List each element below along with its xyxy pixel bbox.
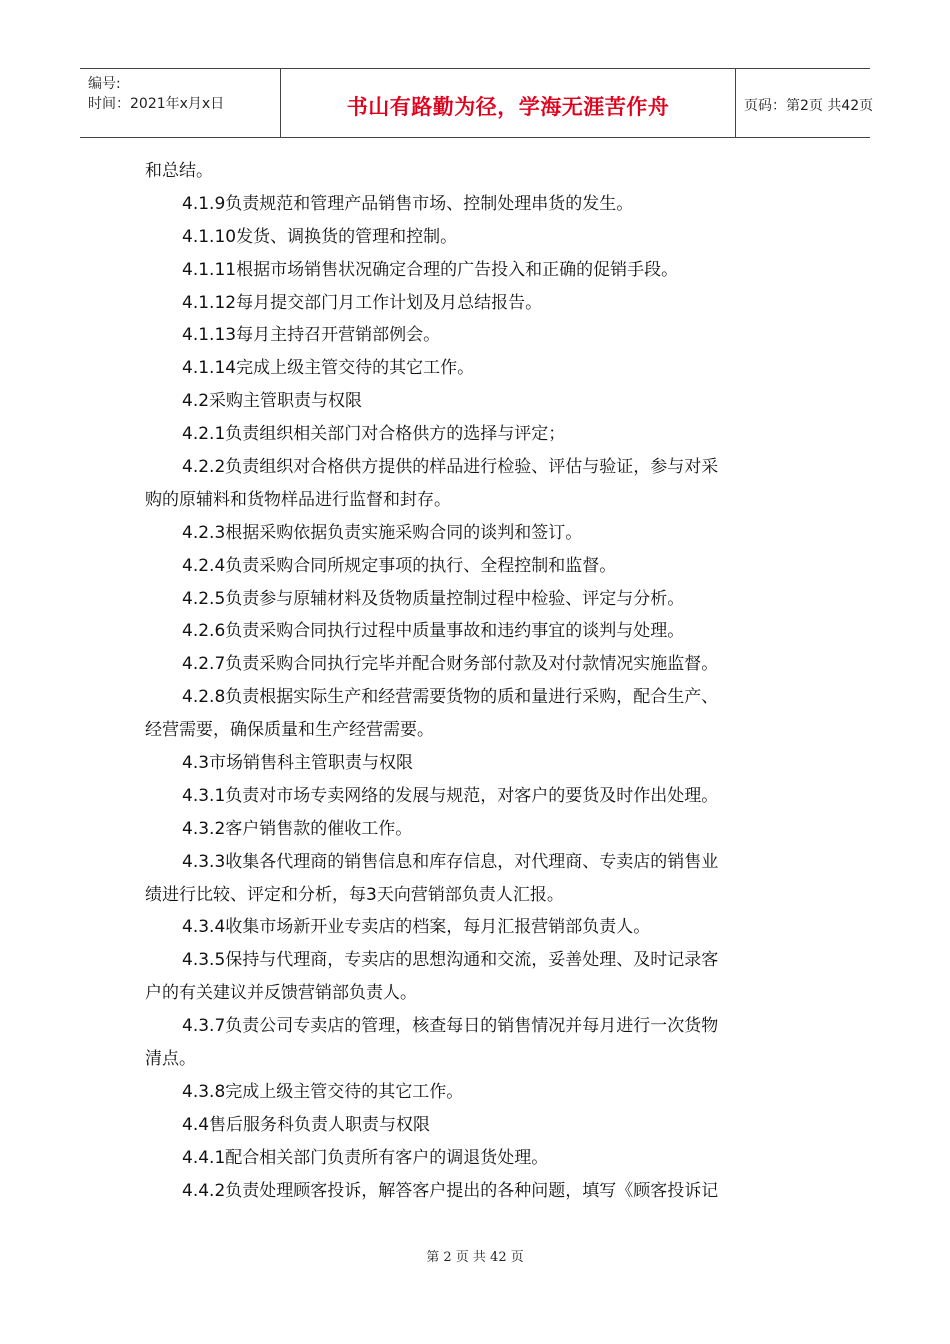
body-text-line: 4.1.13每月主持召开营销部例会。: [182, 325, 441, 346]
body-text-line: 4.1.14完成上级主管交待的其它工作。: [182, 358, 475, 379]
body-text-line: 4.3.7负责公司专卖店的管理，核查每日的销售情况并每月进行一次货物: [182, 1016, 719, 1037]
body-text-line: 4.3.3收集各代理商的销售信息和库存信息，对代理商、专卖店的销售业: [182, 851, 719, 872]
body-text-line: 4.2.4负责采购合同所规定事项的执行、全程控制和监督。: [182, 555, 617, 576]
body-text-line: 4.3.2客户销售款的催收工作。: [182, 818, 413, 839]
body-text-line: 4.2.7负责采购合同执行完毕并配合财务部付款及对付款情况实施监督。: [182, 654, 719, 675]
body-text-line: 4.3市场销售科主管职责与权限: [182, 753, 414, 774]
body-text-line: 4.1.11根据市场销售状况确定合理的广告投入和正确的促销手段。: [182, 259, 679, 280]
body-text-line: 4.2.3根据采购依据负责实施采购合同的谈判和签订。: [182, 522, 583, 543]
body-text-line: 4.1.12每月提交部门月工作计划及月总结报告。: [182, 292, 543, 313]
body-text-line: 4.1.10发货、调换货的管理和控制。: [182, 226, 458, 247]
header-motto: 书山有路勤为径，学海无涯苦作舟: [346, 95, 670, 119]
body-text-line: 4.3.8完成上级主管交待的其它工作。: [182, 1081, 464, 1102]
body-text-line: 经营需要，确保质量和生产经营需要。: [145, 720, 434, 741]
document-number-label: 编号:: [88, 76, 121, 92]
document-date-label: 时间：2021年x月x日: [88, 96, 225, 112]
body-text-line: 绩进行比较、评定和分析，每3天向营销部负责人汇报。: [145, 884, 564, 905]
body-text-line: 4.2.8负责根据实际生产和经营需要货物的质和量进行采购，配合生产、: [182, 687, 719, 708]
header-page-info: 页码：第2页 共42页: [744, 98, 874, 114]
page-footer: 第 2 页 共 42 页: [426, 1250, 524, 1265]
body-text-line: 购的原辅料和货物样品进行监督和封存。: [145, 489, 451, 510]
body-text-line: 4.4.2负责处理顾客投诉，解答客户提出的各种问题，填写《顾客投诉记: [182, 1180, 719, 1201]
body-text-line: 4.2.6负责采购合同执行过程中质量事故和违约事宜的谈判与处理。: [182, 621, 685, 642]
body-text-line: 4.1.9负责规范和管理产品销售市场、控制处理串货的发生。: [182, 193, 634, 214]
document-body: [145, 155, 815, 1208]
body-text-line: 和总结。: [145, 161, 213, 181]
body-text-line: 清点。: [145, 1049, 196, 1070]
page-header: [80, 68, 874, 138]
body-text-line: 4.3.1负责对市场专卖网络的发展与规范，对客户的要货及时作出处理。: [182, 785, 719, 806]
body-text-line: 户的有关建议并反馈营销部负责人。: [145, 983, 417, 1004]
body-text-line: 4.3.5保持与代理商，专卖店的思想沟通和交流，妥善处理、及时记录客: [182, 950, 719, 971]
body-text-line: 4.4售后服务科负责人职责与权限: [182, 1114, 431, 1135]
body-text-line: 4.2.2负责组织对合格供方提供的样品进行检验、评估与验证，参与对采: [182, 457, 719, 478]
header-right-cell: [736, 69, 874, 137]
header-middle-cell: [280, 69, 736, 137]
body-text-line: 4.3.4收集市场新开业专卖店的档案，每月汇报营销部负责人。: [182, 917, 651, 938]
body-text-line: 4.2采购主管职责与权限: [182, 391, 363, 412]
body-text-line: 4.4.1配合相关部门负责所有客户的调退货处理。: [182, 1147, 549, 1168]
body-text-line: 4.2.1负责组织相关部门对合格供方的选择与评定；: [182, 424, 566, 445]
body-text-line: 4.2.5负责参与原辅材料及货物质量控制过程中检验、评定与分析。: [182, 588, 685, 609]
header-left-cell: [80, 69, 280, 137]
